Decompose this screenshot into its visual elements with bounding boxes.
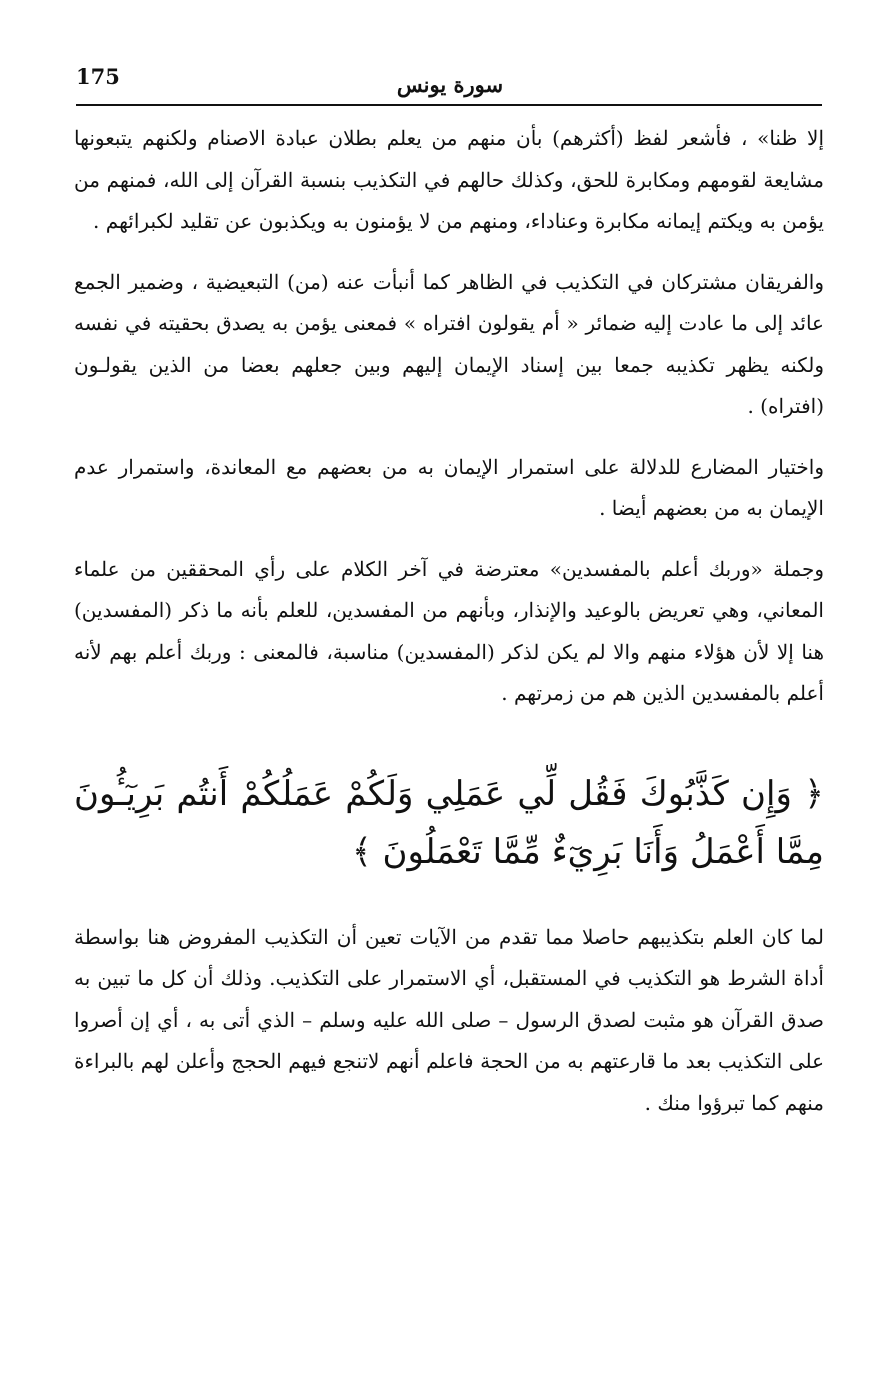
page-number: 175 [76, 64, 120, 89]
paragraph-4: وجملة «وربك أعلم بالمفسدين» معترضة في آخر الكلام على رأي المحققين من علماء المعاني، وهي تعريض بالوعيد والإنذار، وبأنهم من المفسدين، للعلم بأنه ما ذكر (المفسدين) هنا إلا لأن هؤلاء منهم والا لم يكن لذكر (المفسدين) مناسبة، فالمعنى : وربك أعلم بهم لأنه أعلم بالمفسدين الذين هم من زمرتهم . [74, 556, 824, 705]
paragraph-3: واختيار المضارع للدلالة على استمرار الإيمان به من بعضهم مع المعاندة، واستمرار عدم الإيمان به من بعضهم أيضا . [74, 454, 824, 520]
header-rule [76, 104, 822, 106]
paragraph-2: والفريقان مشتركان في التكذيب في الظاهر كما أنبأت عنه (من) التبعيضية ، وضمير الجمع عائد إلى ما عادت إليه ضمائر « أم يقولون افتراه » فمعنى يؤمن به يصدق بحقيته في نفسه ولكنه يظهر تكذيبه جمعا بين إسناد الإيمان إليهم وبين جعلهم بعضا من الذين يقولـون (افتراه) . [74, 269, 824, 418]
quran-verse: ﴿ وَإِن كَذَّبُوكَ فَقُل لِّي عَمَلِي وَلَكُمْ عَمَلُكُمْ أَنتُم بَرِيٓـُٔونَ مِمَّا أَعْمَلُ وَأَنَا بَرِيٓءٌ مِّمَّا تَعْمَلُونَ ﴾ [74, 773, 824, 872]
body-text [74, 118, 824, 1124]
running-title: سورة يونس [396, 72, 504, 97]
verse-commentary: لما كان العلم بتكذيبهم حاصلا مما تقدم من الآيات تعين أن التكذيب المفروض هنا بواسطة أداة الشرط هو التكذيب في المستقبل، أي الاستمرار على التكذيب. وذلك أن كل ما تبين به صدق القرآن هو مثبت لصدق الرسول – صلى الله عليه وسلم – الذي أتى به ، أي إن أصروا على التكذيب بعد ما قارعتهم به من الحجة فاعلم أنهم لاتنجع فيهم الحجج وأعلن لهم بالبراءة منهم كما تبرؤوا منك . [74, 924, 824, 1115]
paragraph-1: إلا ظنا» ، فأشعر لفظ (أكثرهم) بأن منهم من يعلم بطلان عبادة الاصنام ولكنهم يتبعونها مشايعة لقومهم ومكابرة للحق، وكذلك حالهم في التكذيب بنسبة القرآن إلى الله، فمنهم من يؤمن به ويكتم إيمانه مكابرة وعناداء، ومنهم من لا يؤمنون به ويكذبون عن تقليد لكبرائهم . [74, 126, 824, 233]
